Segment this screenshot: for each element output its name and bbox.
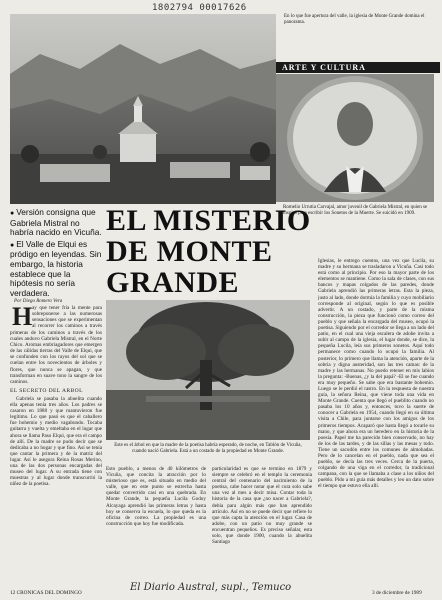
top-photo-caption: En lo que fue apertura del valle, la iglesia de Monte Grande domina el panorama. <box>284 14 425 25</box>
portrait-photo <box>276 74 434 202</box>
tree-illustration <box>106 300 310 440</box>
column-1-subhead: EL SECRETO DEL ARBOL <box>10 387 83 394</box>
bullet-icon: ● <box>10 210 15 217</box>
column-1: ay que tener fría la mente para sobreponerse a las numerosas sensaciones que se experimentan al recorrer los caminos a través <box>32 305 102 328</box>
column-1-lead-continued: primeras de los caminos a través de los cuales anduvo Gabriela Mistral, en el Norte Chico. Aromas embriagadores que emergen de las cálidas tierras del Valle de Elqui, que se confunden con los rayos del sol que se cuelan entre los novecientos de árboles y flores, que nunca se apagan, y que transforman en suave tono la sangre de los caminos. <box>10 330 102 385</box>
footer-left: 12 CRONICAS DEL DOMINGO <box>10 590 82 596</box>
bullet-icon: ● <box>10 241 15 249</box>
center-photo-caption: Este es el árbol en que la madre de la poetisa habría esperado, de noche, en Tablón de Vicuña, cuando nació Gabriela. Está a un costado de la propiedad en Monte Grande. <box>114 443 302 454</box>
summary-block <box>10 208 102 300</box>
column-2: Esto pueblo, a menos de 40 kilómetros de Vicuña, que concita la atracción por lo misterioso que es, está situado en medio del valle, que en este punto se estrecha hasta quedar convertido casi en una quebrada. En Monte Grande, la pequeña Lucila Godoy Alcayaga aprendió las primeras letras y hasta hoy se conserva la escuela, lo que queda es la oficina de correo. La propiedad es una construcción que hoy fue modificada. <box>106 466 206 527</box>
column-1-continued: primeras de los caminos a través de los cuales anduvo Gabriela Mistral, en el Norte Chico. Aromas embriagadores que emergen de las cálidas tierras del Valle de Elqui, que se confunden con los rayos del sol que se cuelan entre los novecientos de árboles y flores, que nunca se apagan, y que transforman en suave tono la sangre de los caminos. EL SECRETO DEL ARBOL Gabriela se pasaba la abuelita cuando ella apenas tenía tres años. Los padres se casaron en 1888 y que mantuvieron fue legítimo. Lo que pasó es que el caballero fue bohemio y medio vagabundo. Tocaba guitarra y vuelta y emeltaba en el lugar que ahora se llama Paso Elqui, que era el campo de allí. De la madre se pudo decir que se dedicaba a no hogar y que fino. Así se tenía que cantar la primera y de la matriz del lugar. Así le asegura Reina Rosas Merino, una de las dos personas encargadas del museo del lugar. A su entrada tiene con muestras y al lugar donde transcurrió la niñez de la poetisa. <box>10 330 102 488</box>
top-landscape-photo <box>10 14 276 204</box>
portrait-illustration <box>276 74 434 202</box>
byline: Por Diego Romero Vera <box>14 299 63 304</box>
handwritten-note: El Diario Austral, supl., Temuco <box>130 582 292 593</box>
footer-right: 3 de diciembre de 1989 <box>372 590 422 596</box>
landscape-illustration <box>10 14 276 204</box>
archive-stamp: 1802794 00017626 <box>152 3 247 13</box>
column-3: particularidad es que se termino en 1879 y siempre se celebró en el templo la ceremonia central del centenario del nacimiento de la poetisa, cabe hacer notar que el cura solo sabe una vez al mes a decir misa. Contar toda la historia de la casa que ¿no nacer a Gabriela?, debía para algún más que han aprendido artículo. Así en no se puede decir que refiere lo que más capta la atención en el lugar. Casa de adobe, con un patio no muy grande se encuentran pequeños. Es preciso señalar, esta solo, que donde 1900, cuando la abuelita Santiago <box>212 466 312 546</box>
section-label: ARTE Y CULTURA <box>276 62 440 73</box>
portrait-caption: Romelio Urrutia Carvajal, amor juvenil de Gabriela Mistral, en quien se inspiró para escribir los Sonetos de la Muerte. Se suicidó en 1909. <box>283 205 428 216</box>
drop-cap: H <box>12 302 33 331</box>
center-tree-photo <box>106 300 310 440</box>
headline: EL MISTERIO DE MONTE GRANDE <box>106 204 311 299</box>
summary-item: ● Versión consigna que Gabriela Mistral no habría nacido en Vicuña. <box>10 207 102 238</box>
summary-item: ● El Valle de Elqui es pródigo en leyendas. Sin embargo, la historia establece que la hipótesis no sería verdadera. <box>10 238 102 298</box>
column-4: Iglesias, le entrego cuentos, una vez que Lucila, su madre y su hermana se trasladaron a Vicuña. Casi todo está como al principio. Por eso la mayor parte de los elementos se mantiene. Como la sala de clases, con sus bancos y mapas colgados de las paredes, donde Gabriela aprendió las primeras letras. Esta la pieza, justo al lado, donde dormía la familia y cuyo mobiliario corresponde al original, según lo que es posible advertir. A un costado, y parte de la misma construcción, la pieza que funcionó como correo del pueblo y que señala la encargada del museo, ocupó la poetisa. Siguiendo por el corredor se llega a un lado del patio, en el cual una vieja escalera de adobe invita a subir al campo de la iglesia, el lugar donde, se dice, la pequeña Lucila, leía sus primeros sonetos. Aquí todo permanece como cuando lo ocupó la familia. Al posterior, lo primero que llama la atención, aparte de la sobria y digna austeridad, son las tres camas: de la madre y las hermanas. No puedo retener en mis labios la pregunta: -Buenas, ¿y la del papá? -El se fue cuando era muy pequeño. Se sabe que era bastante bohemio. Luego se le perdió el rastro. En la respuesta de nuestra guía, la señora Reina, que viene toda una vida en Monte Grande. Cuenta que llegó el pueblito cuando no pasaba los 10 años y, entonces, tuvo la suerte de conocer a Gabriela en 1954, cuando llegó en su última visita a Chile, para juntarse con los amigos de los primeros tiempos. Acaparó que hasta llegó a tocarle su mano, y que ahora era un heredero en la historia de la poesía. Papel me ha parecido bien conservado, no hay de los de las tardes, y de las sillas y las mesas y todo. Tiene un sacudón entre los comunes de almohadas. Pero de lo cancelan en el pueblo, nada que sea el pueblo, se decía las tres veces. Cerca de la puerta, colgando de una viga en el corredor, la tradicional campana, con la que se llamaba a clase a los niños del pueblo. Pido a mi guía más detalles y leo un dato sobre el tiempo que estuvo ella allí. <box>318 258 434 490</box>
